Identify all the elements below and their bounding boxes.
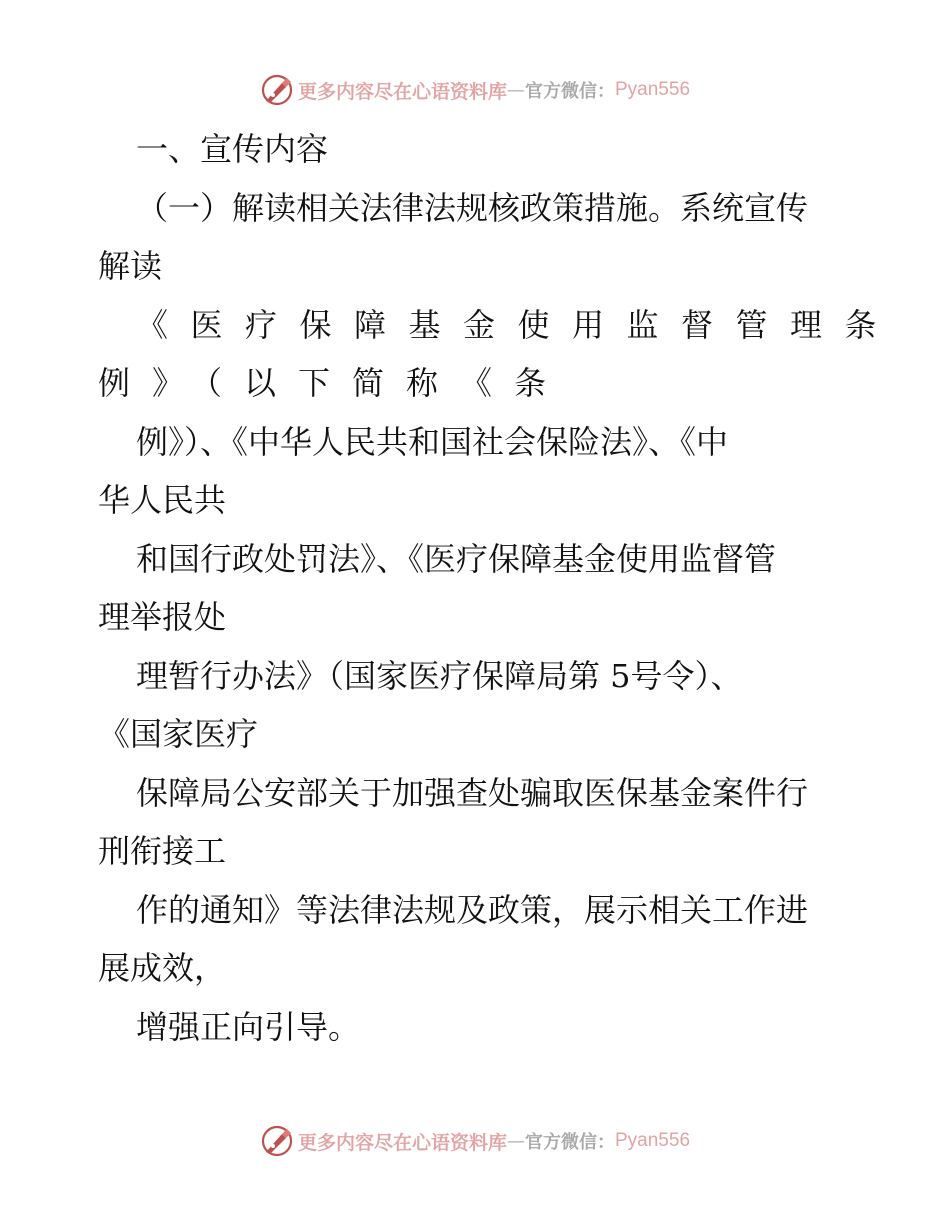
pen-logo-icon (260, 1124, 294, 1158)
paragraph-line: 增强正向引导。 (136, 1007, 361, 1046)
watermark-main-text: 更多内容尽在心语资料库 (297, 1131, 507, 1154)
watermark-separator: — (507, 79, 525, 101)
watermark-main-text: 更多内容尽在心语资料库 (297, 80, 507, 103)
pen-logo-icon (260, 73, 294, 107)
watermark-wechat-label: 官方微信： (525, 1132, 615, 1153)
paragraph-line: 《国家医疗 (98, 715, 259, 753)
watermark-wechat-label: 官方微信： (525, 81, 615, 102)
paragraph-line: 例》（以下简称《条 (98, 364, 569, 402)
paragraph-line: 作的通知》等法律法规及政策，展示相关工作进 (136, 890, 809, 929)
watermark-wechat-id: Pyan556 (615, 79, 691, 100)
paragraph-line: 刑衔接工 (98, 832, 227, 870)
document-body (98, 120, 900, 1056)
paragraph-line: 解读 (98, 247, 163, 285)
paragraph-line: 和国行政处罚法》、《医疗保障基金使用监督管 (136, 539, 777, 578)
watermark-footer (0, 1121, 950, 1161)
paragraph-line: 保障局公安部关于加强查处骗取医保基金案件行 (136, 773, 809, 812)
section-heading: 一、宣传内容 (136, 130, 329, 168)
paragraph-line: 理暂行办法》（国家医疗保障局第 5号令）、 (136, 656, 743, 695)
watermark-separator: — (507, 1130, 525, 1152)
paragraph-line: 华人民共 (98, 481, 227, 519)
paragraph-line: 例》）、《中华人民共和国社会保险法》、《中 (136, 422, 729, 461)
watermark-header (0, 70, 950, 110)
paragraph-line: 《医疗保障基金使用监督管理条 (136, 305, 900, 344)
paragraph-line: 展成效， (98, 949, 227, 987)
watermark-wechat-id: Pyan556 (615, 1130, 691, 1151)
paragraph-line: 理举报处 (98, 598, 227, 636)
paragraph-line: （一）解读相关法律法规核政策措施。系统宣传 (136, 188, 809, 227)
